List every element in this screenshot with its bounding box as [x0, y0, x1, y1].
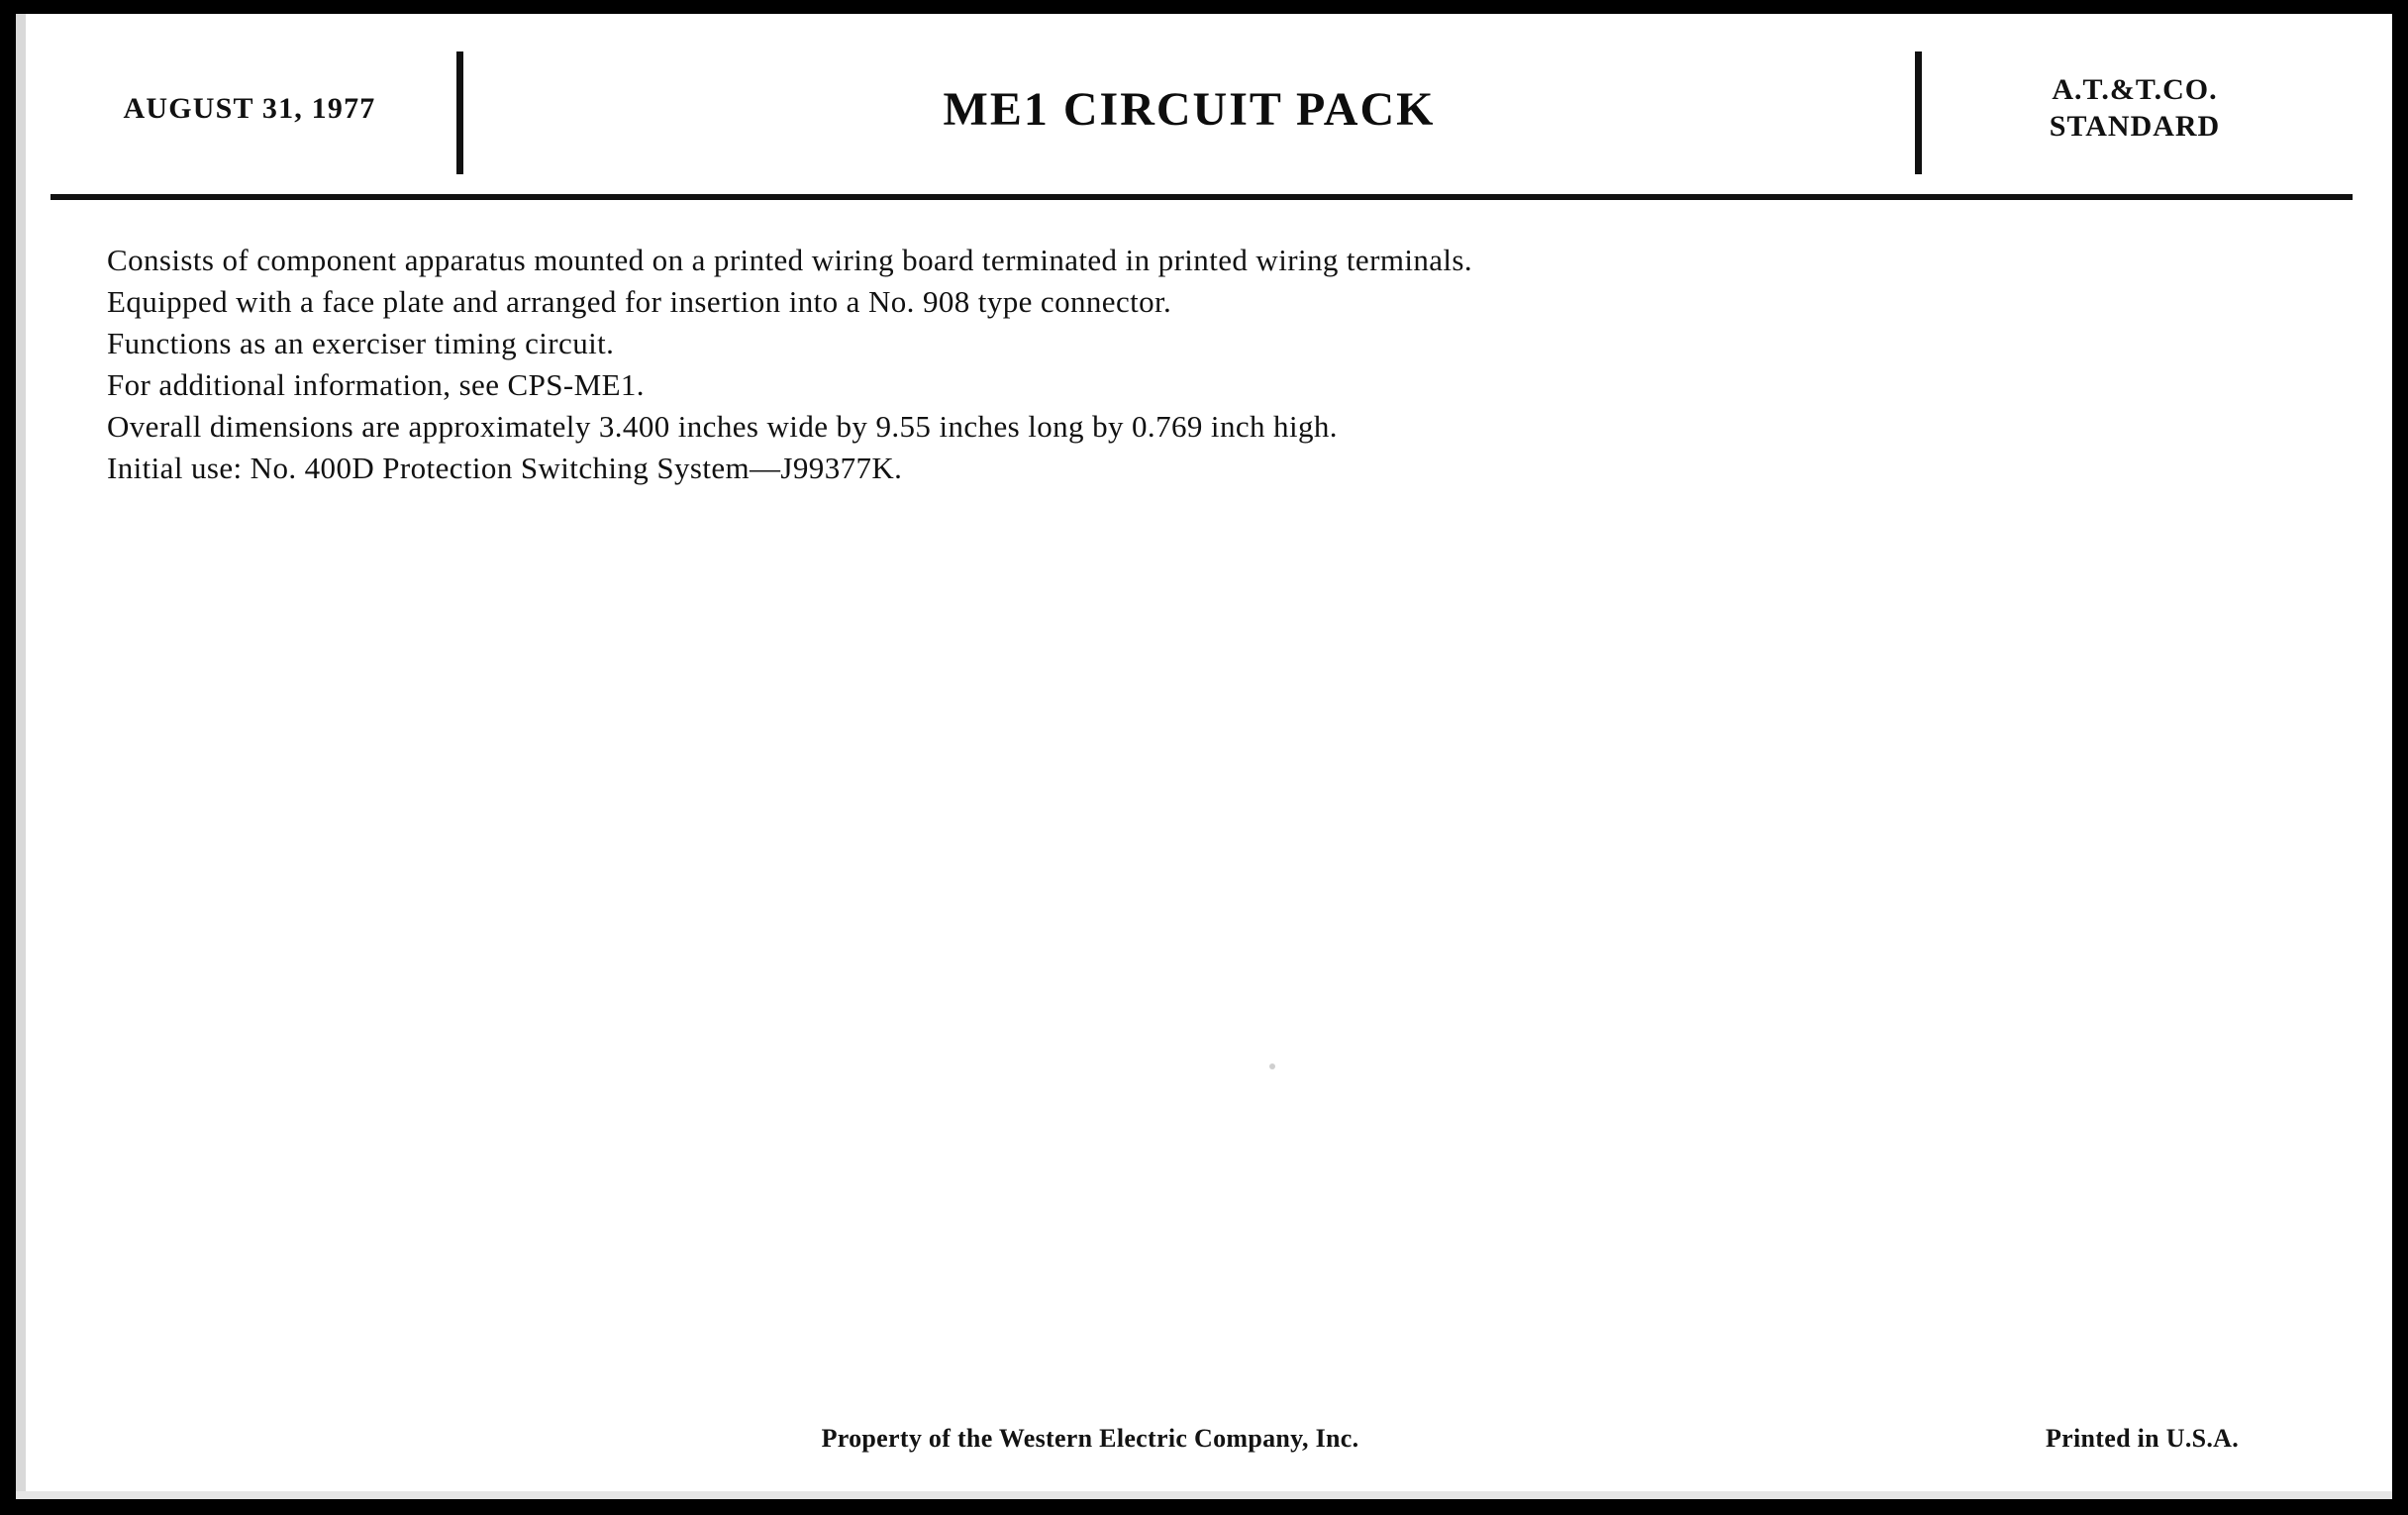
footer-right: [2046, 1424, 2343, 1454]
body-text-block: [107, 240, 2285, 489]
scanned-page: [16, 14, 2392, 1499]
header-divider-right: [1915, 51, 1922, 174]
property-notice: Property of the Western Electric Company, Inc.: [821, 1424, 1359, 1453]
body-line: Functions as an exerciser timing circuit.: [107, 326, 615, 360]
header-standard-cell: [1922, 40, 2348, 178]
scan-speck: [1269, 1063, 1275, 1069]
page-title: ME1 CIRCUIT PACK: [943, 82, 1436, 136]
header-row: [50, 40, 2348, 178]
header-divider-left: [456, 51, 463, 174]
header-date-cell: [50, 40, 456, 178]
body-line: For additional information, see CPS-ME1.: [107, 367, 645, 402]
header-horizontal-rule: [50, 194, 2353, 200]
page-header: [50, 40, 2348, 178]
body-line: Consists of component apparatus mounted on a printed wiring board terminated in printed wiring terminals.: [107, 243, 1473, 277]
header-date: AUGUST 31, 1977: [123, 92, 376, 125]
printed-in-label: Printed in U.S.A.: [2046, 1424, 2240, 1453]
body-line: Equipped with a face plate and arranged for insertion into a No. 908 type connector.: [107, 284, 1172, 319]
header-standard-label: STANDARD: [2049, 110, 2221, 143]
scan-edge-artifact-left: [16, 14, 26, 1499]
body-line: Initial use: No. 400D Protection Switching System—J99377K.: [107, 451, 903, 485]
header-title-cell: [463, 40, 1915, 178]
body-line: Overall dimensions are approximately 3.400 inches wide by 9.55 inches long by 0.769 inch high.: [107, 409, 1338, 444]
scan-edge-artifact-bottom: [16, 1491, 2392, 1499]
footer-center: [16, 1424, 2392, 1454]
header-company-label: A.T.&T.CO.: [2052, 73, 2218, 107]
